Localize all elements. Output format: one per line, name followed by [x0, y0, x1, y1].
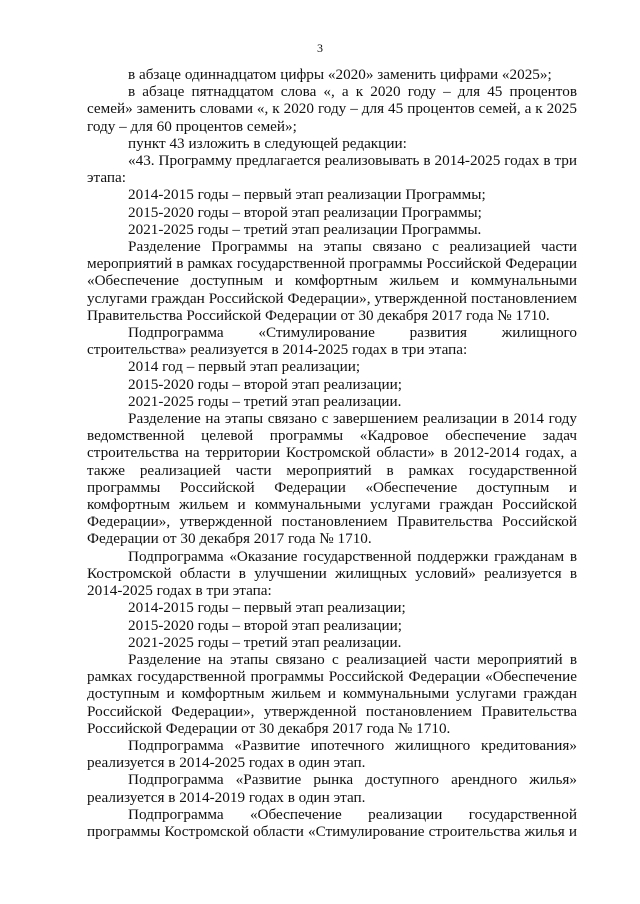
list-line: 2015-2020 годы – второй этап реализации;: [128, 375, 402, 393]
list-line: 2014-2015 годы – первый этап реализации;: [128, 599, 406, 617]
list-line: 2021-2025 годы – третий этап реализации Программы.: [128, 220, 482, 238]
paragraph: пункт 43 изложить в следующей редакции:: [128, 134, 407, 152]
paragraph: Подпрограмма «Оказание государственной поддержки гражданам в Костромской области в улучшении жилищных условий» реализуется в 2014-2025 годах в три этапа:: [87, 547, 577, 600]
paragraph: Разделение на этапы связано с реализацией части мероприятий в рамках государственной программы Российской Федерации «Обеспечение доступным и комфортным жильем и коммунальными услугами граждан Российской Федерации», утвержденной постановлением Правительства Российской Федерации от 30 декабря 2017 года № 1710.: [87, 650, 577, 737]
list-line: 2021-2025 годы – третий этап реализации.: [128, 392, 402, 410]
paragraph: Подпрограмма «Развитие рынка доступного арендного жилья» реализуется в 2014-2019 годах в один этап.: [87, 771, 577, 806]
paragraph: в абзаце одиннадцатом цифры «2020» заменить цифрами «2025»;: [128, 66, 552, 83]
paragraph: в абзаце пятнадцатом слова «, а к 2020 году – для 45 процентов семей» заменить словами «, к 2020 году – для 45 процентов семей, а к 2025 году – для 60 процентов семей»;: [87, 83, 577, 135]
list-line: 2014 год – первый этап реализации;: [128, 358, 361, 376]
list-line: 2015-2020 годы – второй этап реализации Программы;: [128, 203, 482, 221]
list-line: 2014-2015 годы – первый этап реализации Программы;: [128, 186, 486, 204]
page-number: 3: [317, 41, 323, 55]
document-body: [87, 66, 577, 840]
paragraph: Подпрограмма «Стимулирование развития жилищного строительства» реализуется в 2014-2025 годах в три этапа:: [87, 324, 577, 359]
list-line: 2021-2025 годы – третий этап реализации.: [128, 633, 402, 651]
paragraph: Разделение Программы на этапы связано с реализацией части мероприятий в рамках государственной программы Российской Федерации «Обеспечение доступным и комфортным жильем и коммунальными услугами граждан Российской Федерации», утвержденной постановлением Правительства Российской Федерации от 30 декабря 2017 года № 1710.: [87, 238, 577, 324]
list-line: 2015-2020 годы – второй этап реализации;: [128, 616, 402, 634]
paragraph: Разделение на этапы связано с завершением реализации в 2014 году ведомственной целевой программы «Кадровое обеспечение задач строительства на территории Костромской области» в 2012-2014 годах, а также реализацией части мероприятий в рамках государственной программы Российской Федерации «Обеспечение доступным и комфортным жильем и коммунальными услугами граждан Российской Федерации», утвержденной постановлением Правительства Российской Федерации от 30 декабря 2017 года № 1710.: [87, 410, 577, 548]
paragraph: Подпрограмма «Обеспечение реализации государственной программы Костромской области «Стимулирование строительства жилья и: [87, 805, 577, 840]
paragraph: «43. Программу предлагается реализовывать в 2014-2025 годах в три этапа:: [87, 152, 577, 187]
paragraph: Подпрограмма «Развитие ипотечного жилищного кредитования» реализуется в 2014-2025 годах в один этап.: [87, 736, 577, 772]
